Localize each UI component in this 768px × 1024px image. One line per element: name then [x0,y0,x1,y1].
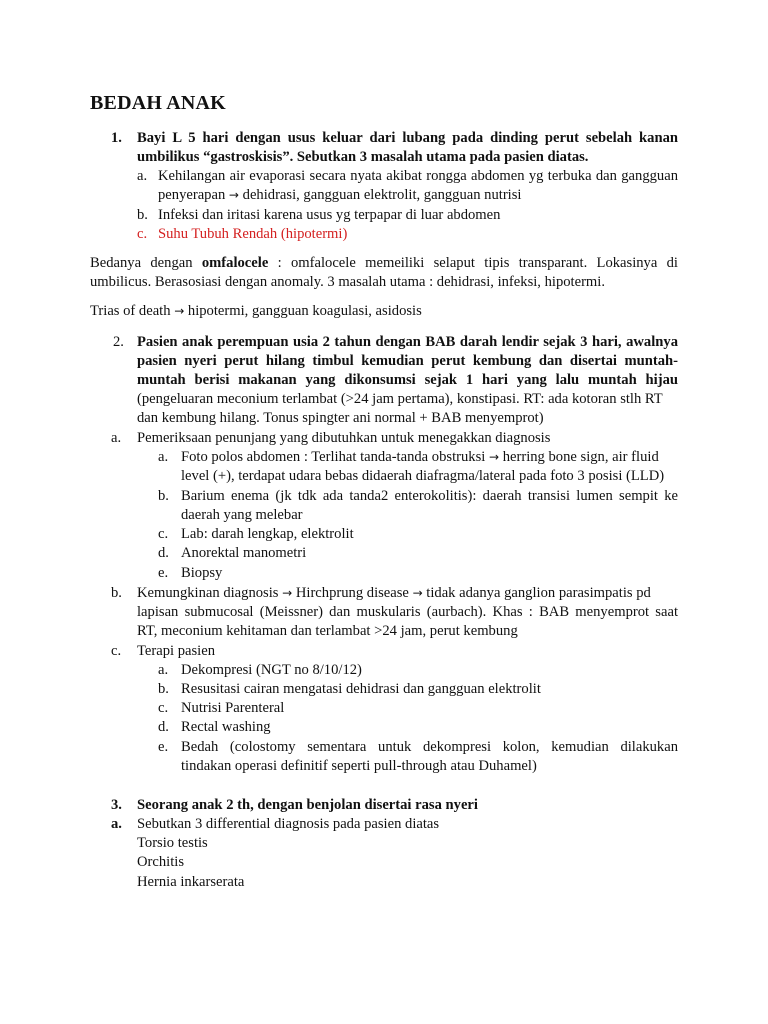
omfalocele-pre: Bedanya dengan [90,255,193,271]
q2-b-line-3: RT, meconium kehitaman dan terlambat >24 jam, perut kembung [137,623,518,639]
q1-answer-a-marker: a. [137,168,148,184]
q2-c-item-e-marker: e. [158,739,169,755]
arrow-icon: → [174,304,185,318]
trias-of-death [90,302,422,321]
q2-a-item-a-line-1 [181,448,659,467]
arrow-icon: → [282,586,293,600]
trias-pre: Trias of death [90,303,171,319]
arrow-icon: → [412,586,423,600]
question-3-number: 3. [111,797,122,813]
q1-answer-a-line-2-post: dehidrasi, gangguan elektrolit, gangguan nutrisi [242,187,522,203]
q2-a-item-d-text: Anorektal manometri [181,545,307,561]
q2-c-item-c-marker: c. [158,700,169,716]
q2-a-item-a-post: herring bone sign, air fluid [502,449,659,465]
q2-c-item-d-marker: d. [158,719,169,735]
q3-a-text: Sebutkan 3 differential diagnosis pada pasien diatas [137,816,440,832]
q1-answer-b-text: Infeksi dan iritasi karena usus yg terpapar di luar abdomen [158,207,501,223]
arrow-icon: → [488,450,500,464]
q1-answer-c-marker: c. [137,226,148,242]
q2-a-item-b-line-2: daerah yang melebar [181,507,303,523]
omfalocele-post: : omfalocele memeiliki selaput tipis transparant. Lokasinya di [277,255,678,271]
question-1-number: 1. [111,130,122,146]
q2-a-item-a-line-2: level (+), terdapat udara bebas didaerah diafragma/lateral pada foto 3 posisi (LLD) [181,468,665,484]
omfalocele-line-1 [90,254,678,273]
q2-c-text: Terapi pasien [137,643,215,659]
question-2-line-2: pasien nyeri perut hilang timbul kemudian perut kembung dan disertai muntah- [137,353,678,369]
q2-b-line-1-c: tidak adanya ganglion parasimpatis pd [426,585,651,601]
q1-answer-a-line-1: Kehilangan air evaporasi secara nyata akibat rongga abdomen yg terbuka dan gangguan [158,168,678,184]
q2-c-item-b-marker: b. [158,681,169,697]
q3-answer-3: Hernia inkarserata [137,874,245,890]
trias-post: hipotermi, gangguan koagulasi, asidosis [187,303,422,319]
q2-c-marker: c. [111,643,122,659]
question-2-number: 2. [113,334,124,350]
q2-c-item-e-line-1: Bedah (colostomy sementara untuk dekompresi kolon, kemudian dilakukan [181,739,678,755]
omfalocele-term: omfalocele [201,255,269,271]
q2-b-line-2: lapisan submucosal (Meissner) dan muskularis (aurbach). Khas : BAB menyemprot saat [137,604,678,620]
q2-a-item-b-marker: b. [158,488,169,504]
q2-a-item-c-text: Lab: darah lengkap, elektrolit [181,526,354,542]
q2-b-line-1-a: Kemungkinan diagnosis [137,585,279,601]
q2-a-item-e-marker: e. [158,565,169,581]
q1-answer-b-marker: b. [137,207,148,223]
q2-a-text: Pemeriksaan penunjang yang dibutuhkan untuk menegakkan diagnosis [137,430,551,446]
q2-a-item-c-marker: c. [158,526,169,542]
q2-c-item-d-text: Rectal washing [181,719,271,735]
q2-b-line-1-b: Hirchprung disease [295,585,409,601]
q1-answer-c-text: Suhu Tubuh Rendah (hipotermi) [158,226,348,242]
q2-c-item-a-marker: a. [158,662,169,678]
question-2-line-5: dan kembung hilang. Tonus spingter ani normal + BAB menyemprot) [137,410,544,426]
question-2-line-1: Pasien anak perempuan usia 2 tahun dengan BAB darah lendir sejak 3 hari, awalnya [137,334,678,350]
q2-b-line-1 [137,584,651,603]
omfalocele-line-2: umbilicus. Berasosiasi dengan anomaly. 3 masalah utama : dehidrasi, infeksi, hipotermi. [90,274,605,290]
q2-c-item-b-text: Resusitasi cairan mengatasi dehidrasi dan gangguan elektrolit [181,681,541,697]
q2-a-item-a-marker: a. [158,449,169,465]
q3-a-marker: a. [111,816,122,832]
q3-answer-2: Orchitis [137,854,185,870]
q2-a-item-e-text: Biopsy [181,565,223,581]
q1-answer-a-line-2-pre: penyerapan [158,187,226,203]
question-2-line-3: muntah berisi makanan yang dikonsumsi sejak 1 hari yang lalu muntah hijau [137,372,678,388]
q2-a-item-b-line-1: Barium enema (jk tdk ada tanda2 enterokolitis): daerah transisi lumen sempit ke [181,488,678,504]
q2-c-item-a-text: Dekompresi (NGT no 8/10/12) [181,662,362,678]
question-2-line-4: (pengeluaran meconium terlambat (>24 jam pertama), konstipasi. RT: ada kotoran stlh RT [137,391,663,407]
q2-c-item-c-text: Nutrisi Parenteral [181,700,285,716]
question-1-line-2: umbilikus “gastroskisis”. Sebutkan 3 masalah utama pada pasien diatas. [137,149,589,165]
page-title: BEDAH ANAK [90,92,226,114]
q2-a-marker: a. [111,430,122,446]
q2-a-item-d-marker: d. [158,545,169,561]
question-3-text: Seorang anak 2 th, dengan benjolan disertai rasa nyeri [137,797,478,813]
arrow-icon: → [228,188,239,202]
question-1-line-1: Bayi L 5 hari dengan usus keluar dari lubang pada dinding perut sebelah kanan [137,130,678,146]
q2-a-item-a-pre: Foto polos abdomen : Terlihat tanda-tanda obstruksi [181,449,486,465]
q2-c-item-e-line-2: tindakan operasi definitif seperti pull-through atau Duhamel) [181,758,537,774]
q2-b-marker: b. [111,585,122,601]
q3-answer-1: Torsio testis [137,835,208,851]
q1-answer-a-line-2 [158,186,521,205]
